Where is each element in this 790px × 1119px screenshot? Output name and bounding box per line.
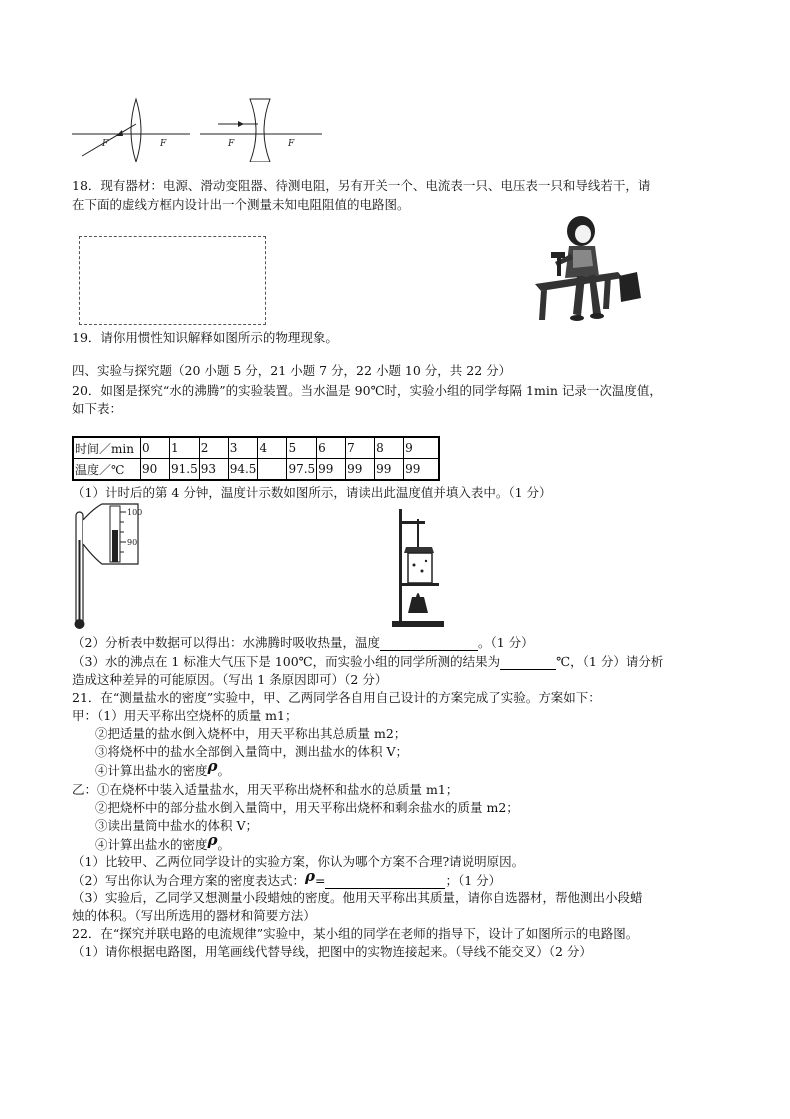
table-cell: 99 <box>346 459 375 481</box>
boiling-apparatus-figure <box>388 505 448 629</box>
inertia-illustration <box>533 214 643 326</box>
q21-yi-step4: ④计算出盐水的密度ρ。 <box>95 831 231 852</box>
answer-blank[interactable] <box>325 874 445 889</box>
q21-yi-step1: 乙：①在烧杯中装入适量盐水，用天平称出烧杯和盐水的总质量 m1； <box>72 782 459 797</box>
q21-jia-step3: ③将烧杯中的盐水全部倒入量筒中，测出盐水的体积 V； <box>95 744 409 759</box>
thermometer-figure <box>72 500 144 634</box>
rho-symbol: ρ <box>207 831 218 849</box>
table-cell: 91.5 <box>170 459 200 481</box>
focus-label: F <box>102 139 109 149</box>
q18-line1: 18．现有器材：电源、滑动变阻器、待测电阻，另有开关一个、电流表一只、电压表一只和导线若干，请 <box>72 178 651 193</box>
focus-label: F <box>288 139 295 149</box>
thermo-label-100: 100 <box>127 508 143 517</box>
table-cell: 90 <box>141 459 170 481</box>
table-cell: 99 <box>375 459 404 481</box>
q20-line2: 如下表： <box>72 401 123 416</box>
table-cell: 93 <box>199 459 228 481</box>
table-cell-blank[interactable] <box>258 459 287 481</box>
answer-blank[interactable] <box>380 636 478 651</box>
table-cell: 2 <box>199 437 228 459</box>
table-cell: 3 <box>228 437 258 459</box>
q21-yi-step3: ③读出量筒中盐水的体积 V； <box>95 818 259 833</box>
q21-sub3-line1: （3）实验后，乙同学又想测量小段蜡烛的密度。他用天平称出其质量，请你自选器材，帮他测出小段蜡 <box>72 890 643 905</box>
rho-symbol: ρ <box>304 867 315 885</box>
q20-sub3: （3）水的沸点在 1 标准大气压下是 100℃，而实验小组的同学所测的结果为 ℃，（1 分）请分析 <box>72 654 664 669</box>
table-cell: 1 <box>170 437 200 459</box>
q21-sub2: （2）写出你认为合理方案的密度表达式：ρ= ；（1 分） <box>72 867 502 888</box>
table-cell: 97.5 <box>287 459 317 481</box>
q20-line1: 20．如图是探究“水的沸腾”的实验装置。当水温是 90℃时，实验小组的同学每隔 1min 记录一次温度值， <box>72 383 662 398</box>
table-cell: 6 <box>317 437 346 459</box>
table-cell: 9 <box>404 437 440 459</box>
q22-line1: 22．在“探究并联电路的电流规律”实验中，某小组的同学在老师的指导下，设计了如图所示的电路图。 <box>72 926 639 941</box>
q21-sub1: （1）比较甲、乙两位同学设计的实验方案，你认为哪个方案不合理?请说明原因。 <box>72 854 525 869</box>
table-cell: 4 <box>258 437 287 459</box>
rho-symbol: ρ <box>207 757 218 775</box>
table-cell: 99 <box>317 459 346 481</box>
q21-sub3-line2: 烛的体积。（写出所选用的器材和简要方法） <box>72 908 316 923</box>
table-cell: 5 <box>287 437 317 459</box>
q22-line2: （1）请你根据电路图，用笔画线代替导线，把图中的实物连接起来。（导线不能交叉）（2 分） <box>72 944 592 959</box>
q21-jia-step4: ④计算出盐水的密度ρ。 <box>95 757 231 778</box>
table-cell: 8 <box>375 437 404 459</box>
q20-sub3-cont: 造成这种差异的可能原因。（写出 1 条原因即可）（2 分） <box>72 672 388 687</box>
thermo-label-90: 90 <box>127 538 138 547</box>
table-cell: 7 <box>346 437 375 459</box>
lens-figure <box>72 96 332 162</box>
q20-sub1: （1）计时后的第 4 分钟，温度计示数如图所示，请读出此温度值并填入表中。（1 分） <box>72 485 552 500</box>
circuit-answer-box[interactable] <box>79 236 266 325</box>
table-header-time: 时间／min <box>73 437 141 459</box>
table-cell: 99 <box>404 459 440 481</box>
table-cell: 94.5 <box>228 459 258 481</box>
q21-jia-step1: 甲：（1）用天平称出空烧杯的质量 m1； <box>72 708 298 723</box>
q21-jia-step2: ②把适量的盐水倒入烧杯中，用天平称出其总质量 m2； <box>95 726 407 741</box>
q20-sub2: （2）分析表中数据可以得出：水沸腾时吸收热量，温度 。（1 分） <box>72 635 534 650</box>
q21-yi-step2: ②把烧杯中的部分盐水倒入量筒中，用天平称出烧杯和剩余盐水的质量 m2； <box>95 800 519 815</box>
focus-label: F <box>160 139 167 149</box>
q21-intro: 21．在“测量盐水的密度”实验中，甲、乙两同学各自用自己设计的方案完成了实验。方案如下： <box>72 690 601 705</box>
q18-line2: 在下面的虚线方框内设计出一个测量未知电阻阻值的电路图。 <box>72 197 410 212</box>
table-header-temp: 温度／℃ <box>73 459 141 481</box>
q19-text: 19．请你用惯性知识解释如图所示的物理现象。 <box>72 330 338 345</box>
section-heading: 四、实验与探究题（20 小题 5 分，21 小题 7 分，22 小题 10 分，共 22 分） <box>72 363 512 378</box>
table-cell: 0 <box>141 437 170 459</box>
temperature-table <box>72 436 440 481</box>
focus-label: F <box>228 139 235 149</box>
table-row <box>73 459 439 481</box>
table-row <box>73 437 439 459</box>
answer-blank[interactable] <box>500 655 556 670</box>
